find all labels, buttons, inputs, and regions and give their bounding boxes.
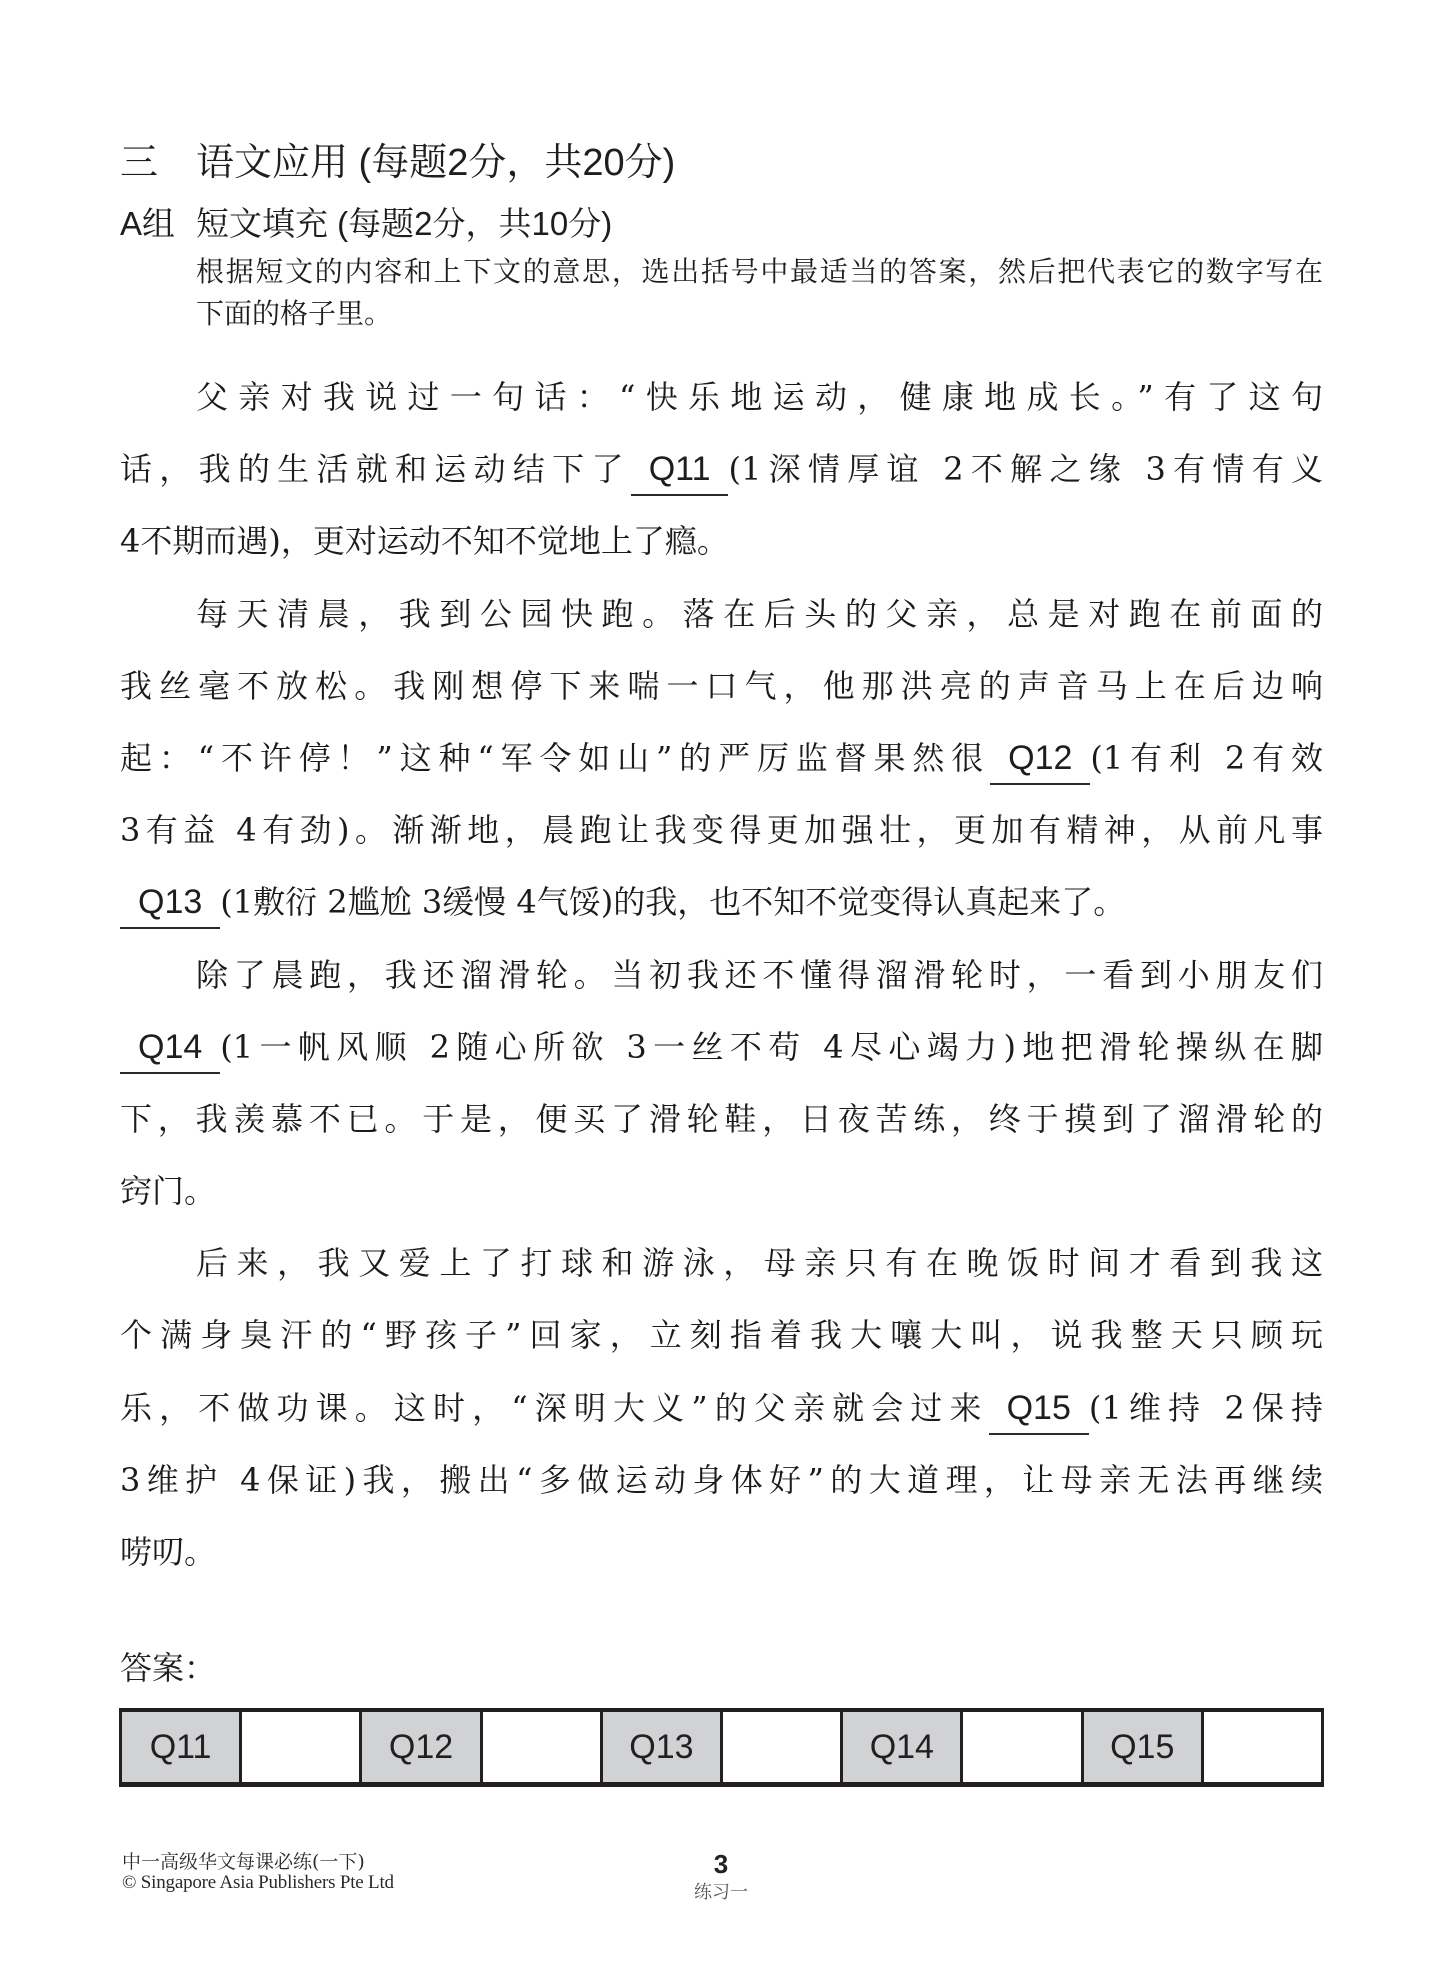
line-text: 下，我羡慕不已。于是，便买了滑轮鞋，日夜苦练，终于摸到了溜滑轮的 bbox=[120, 1099, 1323, 1138]
passage-line bbox=[120, 433, 1323, 505]
options-text: (1深情厚谊 2不解之缘 3有情有义 bbox=[728, 450, 1323, 489]
passage-line bbox=[120, 1372, 1323, 1444]
passage-line bbox=[120, 1516, 1323, 1588]
line-text: 话，我的生活就和运动结下了 bbox=[120, 450, 631, 489]
blank-q13: Q13 bbox=[120, 885, 220, 929]
passage-line bbox=[120, 1083, 1323, 1155]
blank-q12: Q12 bbox=[990, 741, 1090, 785]
options-text: (1一帆风顺 2随心所欲 3一丝不苟 4尽心竭力)地把滑轮操纵在脚 bbox=[220, 1027, 1323, 1066]
answer-question-label: Q11 bbox=[122, 1712, 242, 1782]
passage-line bbox=[120, 866, 1323, 938]
passage-line bbox=[120, 1155, 1323, 1227]
exercise-label: 练习一 bbox=[694, 1882, 748, 1903]
line-text: 乐，不做功课。这时，“深明大义”的父亲就会过来 bbox=[120, 1388, 989, 1427]
instruction-line: 下面的格子里。 bbox=[196, 298, 393, 329]
line-text: 个满身臭汗的“野孩子”回家，立刻指着我大嚷大叫，说我整天只顾玩 bbox=[120, 1316, 1323, 1355]
passage-line bbox=[120, 578, 1323, 650]
passage-line bbox=[120, 794, 1323, 866]
passage-line bbox=[120, 361, 1323, 433]
line-text: 后来，我又爱上了打球和游泳，母亲只有在晚饭时间才看到我这 bbox=[196, 1244, 1323, 1283]
passage-line bbox=[120, 650, 1323, 722]
line-text: 4不期而遇)，更对运动不知不觉地上了瘾。 bbox=[120, 522, 729, 561]
line-text: 3维护 4保证)我，搬出“多做运动身体好”的大道理，让母亲无法再继续 bbox=[120, 1460, 1323, 1499]
line-text: 每天清晨，我到公园快跑。落在后头的父亲，总是对跑在前面的 bbox=[196, 594, 1323, 633]
options-text: (1敷衍 2尴尬 3缓慢 4气馁)的我，也不知不觉变得认真起来了。 bbox=[220, 883, 1126, 922]
answer-box-q13[interactable] bbox=[723, 1712, 843, 1782]
line-text: 唠叨。 bbox=[120, 1533, 217, 1571]
section-title: 语文应用 (每题2分，共20分) bbox=[196, 142, 676, 184]
line-text: 除了晨跑，我还溜滑轮。当初我还不懂得溜滑轮时，一看到小朋友们 bbox=[196, 955, 1323, 994]
passage-line bbox=[120, 505, 1323, 577]
blank-q15: Q15 bbox=[989, 1391, 1089, 1435]
passage-line bbox=[120, 939, 1323, 1011]
footer-copyright: © Singapore Asia Publishers Pte Ltd bbox=[122, 1872, 394, 1893]
passage-line bbox=[120, 722, 1323, 794]
answer-label: 答案： bbox=[120, 1650, 217, 1686]
answer-question-label: Q13 bbox=[603, 1712, 723, 1782]
answer-question-label: Q15 bbox=[1084, 1712, 1204, 1782]
answer-box-q14[interactable] bbox=[963, 1712, 1083, 1782]
options-text: (1有利 2有效 bbox=[1090, 738, 1323, 777]
answer-box-q12[interactable] bbox=[483, 1712, 603, 1782]
footer-book-title: 中一高级华文每课必练(一下) bbox=[122, 1851, 365, 1873]
answer-question-label: Q14 bbox=[843, 1712, 963, 1782]
passage-line bbox=[120, 1299, 1323, 1371]
line-text: 3有益 4有劲)。渐渐地，晨跑让我变得更加强壮，更加有精神，从前凡事 bbox=[120, 811, 1323, 850]
answer-question-label: Q12 bbox=[362, 1712, 482, 1782]
line-text: 我丝毫不放松。我刚想停下来喘一口气，他那洪亮的声音马上在后边响 bbox=[120, 666, 1323, 705]
blank-q14: Q14 bbox=[120, 1030, 220, 1074]
instructions bbox=[196, 251, 1323, 335]
section-number: 三 bbox=[120, 142, 159, 184]
passage-line bbox=[120, 1444, 1323, 1516]
passage-line bbox=[120, 1227, 1323, 1299]
page-number: 3 bbox=[713, 1849, 729, 1879]
line-text: 窍门。 bbox=[120, 1172, 217, 1211]
answer-box-q11[interactable] bbox=[242, 1712, 362, 1782]
group-title: 短文填充 (每题2分，共10分) bbox=[196, 205, 613, 242]
blank-q11: Q11 bbox=[631, 452, 729, 496]
line-text: 起：“不许停！”这种“军令如山”的严厉监督果然很 bbox=[120, 738, 991, 777]
options-text: (1维持 2保持 bbox=[1088, 1388, 1323, 1427]
answer-box-q15[interactable] bbox=[1204, 1712, 1321, 1782]
group-label: A组 bbox=[120, 205, 176, 242]
instruction-line: 根据短文的内容和上下文的意思，选出括号中最适当的答案，然后把代表它的数字写在 bbox=[196, 256, 1323, 287]
passage bbox=[120, 361, 1323, 1588]
line-text: 父亲对我说过一句话：“快乐地运动，健康地成长。”有了这句 bbox=[196, 378, 1323, 416]
answer-table bbox=[119, 1708, 1324, 1787]
passage-line bbox=[120, 1011, 1323, 1083]
